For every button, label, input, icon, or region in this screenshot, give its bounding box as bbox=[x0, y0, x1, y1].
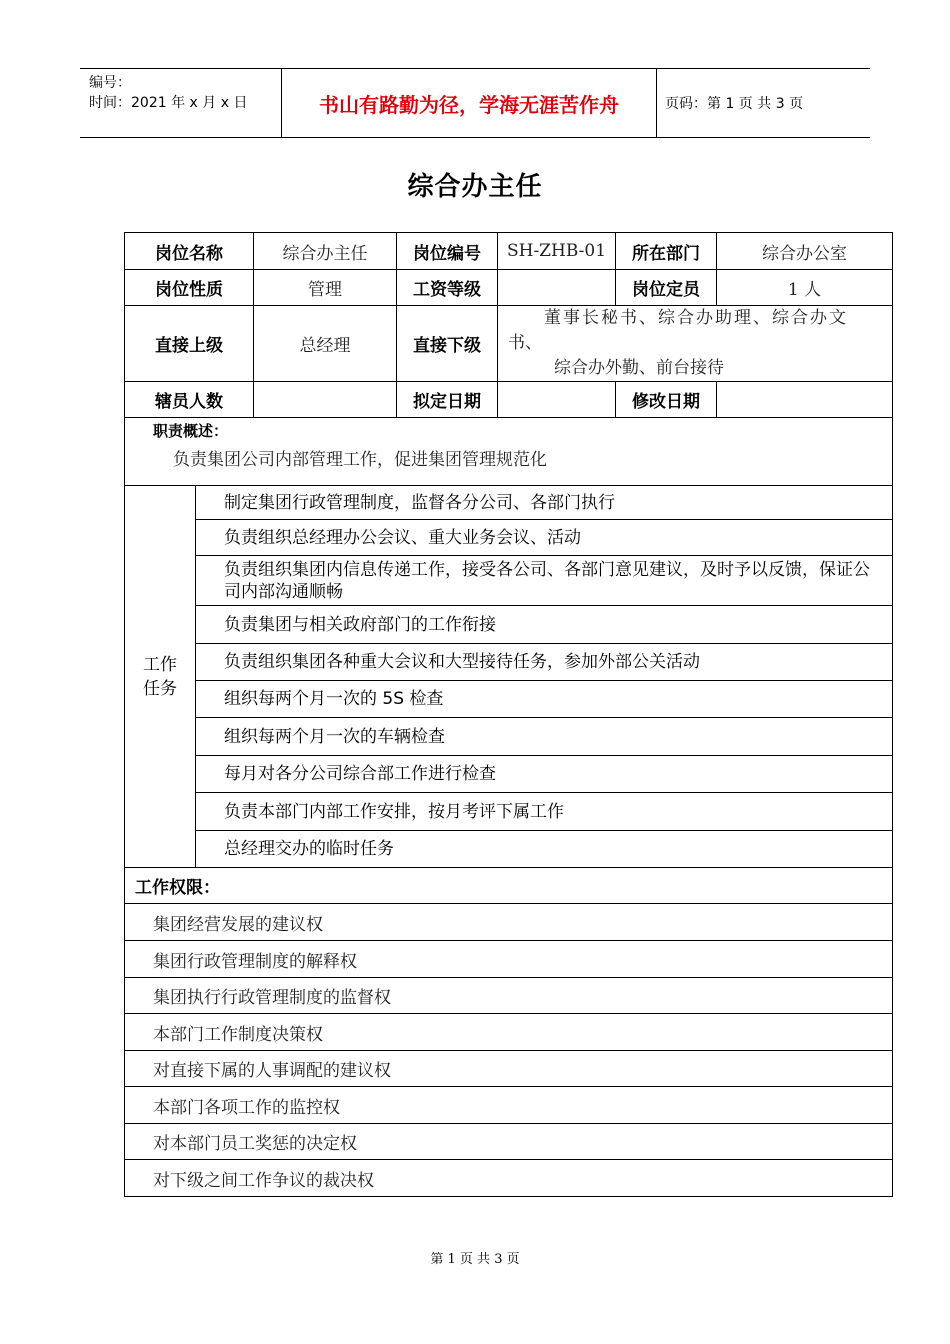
power-item: 对直接下属的人事调配的建议权 bbox=[125, 1051, 893, 1087]
tasks-label-line-2: 任务 bbox=[143, 678, 177, 699]
nature-value: 管理 bbox=[254, 270, 397, 306]
post-name-label: 岗位名称 bbox=[125, 233, 254, 270]
task-item: 负责本部门内部工作安排，按月考评下属工作 bbox=[196, 793, 893, 831]
quota-label: 岗位定员 bbox=[616, 270, 717, 306]
power-item: 本部门工作制度决策权 bbox=[125, 1014, 893, 1051]
power-item: 集团行政管理制度的解释权 bbox=[125, 941, 893, 978]
powers-title: 工作权限： bbox=[125, 868, 893, 904]
overview-text: 负责集团公司内部管理工作，促进集团管理规范化 bbox=[173, 450, 547, 470]
overview-section bbox=[125, 418, 893, 486]
power-item: 集团经营发展的建议权 bbox=[125, 904, 893, 941]
task-item: 负责集团与相关政府部门的工作衔接 bbox=[196, 606, 893, 644]
page-footer: 第 1 页 共 3 页 bbox=[430, 1252, 520, 1267]
overview-title: 职责概述： bbox=[153, 422, 229, 440]
subordinate-line-3: 综合办外勤、前台接待 bbox=[554, 358, 724, 378]
modify-date-label: 修改日期 bbox=[616, 382, 717, 418]
header-meta bbox=[80, 69, 281, 137]
task-item: 负责组织集团各种重大会议和大型接待任务，参加外部公关活动 bbox=[196, 644, 893, 681]
tasks-label bbox=[125, 486, 196, 868]
superior-value: 总经理 bbox=[254, 306, 397, 382]
task-item: 负责组织总经理办公会议、重大业务会议、活动 bbox=[196, 520, 893, 556]
salary-label: 工资等级 bbox=[397, 270, 498, 306]
superior-label: 直接上级 bbox=[125, 306, 254, 382]
task-item: 总经理交办的临时任务 bbox=[196, 831, 893, 868]
task-item: 组织每两个月一次的 5S 检查 bbox=[196, 681, 893, 718]
header-motto: 书山有路勤为径，学海无涯苦作舟 bbox=[281, 69, 657, 137]
dept-label: 所在部门 bbox=[616, 233, 717, 270]
quota-value: 1 人 bbox=[717, 270, 893, 306]
task-item: 负责组织集团内信息传递工作，接受各公司、各部门意见建议，及时予以反馈，保证公司内部沟通顺畅 bbox=[196, 556, 893, 606]
dept-value: 综合办公室 bbox=[717, 233, 893, 270]
header-page-info: 页码：第 1 页 共 3 页 bbox=[665, 96, 804, 112]
draft-date-value bbox=[498, 382, 616, 418]
task-item: 每月对各分公司综合部工作进行检查 bbox=[196, 756, 893, 793]
draft-date-label: 拟定日期 bbox=[397, 382, 498, 418]
page-title: 综合办主任 bbox=[407, 172, 543, 202]
subordinate-line-1: 董事长秘书、综合办助理、综合办文 bbox=[544, 308, 848, 328]
power-item: 本部门各项工作的监控权 bbox=[125, 1087, 893, 1124]
power-item: 对本部门员工奖惩的决定权 bbox=[125, 1124, 893, 1160]
post-name-value: 综合办主任 bbox=[254, 233, 397, 270]
nature-label: 岗位性质 bbox=[125, 270, 254, 306]
power-item: 对下级之间工作争议的裁决权 bbox=[125, 1160, 893, 1197]
post-no-label: 岗位编号 bbox=[397, 233, 498, 270]
tasks-label-line-1: 工作 bbox=[143, 654, 177, 675]
task-item: 组织每两个月一次的车辆检查 bbox=[196, 718, 893, 756]
jurisdiction-label: 辖员人数 bbox=[125, 382, 254, 418]
power-item: 集团执行行政管理制度的监督权 bbox=[125, 978, 893, 1014]
subordinate-value bbox=[498, 306, 893, 382]
post-no-value: SH-ZHB-01 bbox=[498, 233, 616, 270]
subordinate-line-2: 书、 bbox=[508, 333, 542, 353]
number-label: 编号： bbox=[89, 75, 131, 91]
salary-value bbox=[498, 270, 616, 306]
jurisdiction-value bbox=[254, 382, 397, 418]
document-header bbox=[80, 68, 870, 138]
job-description-table bbox=[124, 232, 893, 1197]
modify-date-value bbox=[717, 382, 893, 418]
task-item: 制定集团行政管理制度，监督各分公司、各部门执行 bbox=[196, 486, 893, 520]
time-label: 时间：2021 年 x 月 x 日 bbox=[89, 95, 248, 111]
subordinate-label: 直接下级 bbox=[397, 306, 498, 382]
